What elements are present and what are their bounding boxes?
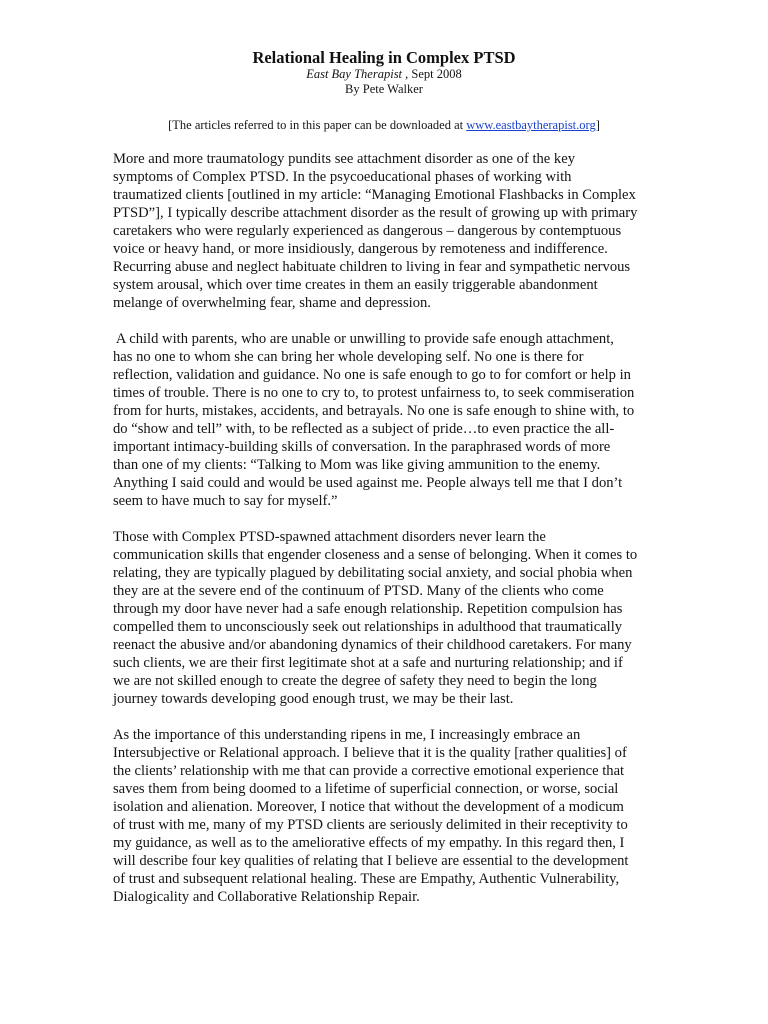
text-line: will describe four key qualities of relating that I believe are essential to the development	[113, 853, 629, 869]
text-line: reenact the abusive and/or abandoning dynamics of their childhood caretakers. For many	[113, 637, 632, 653]
paragraph-1	[113, 150, 673, 312]
publication-date: Sept 2008	[411, 67, 462, 81]
author-byline: By Pete Walker	[345, 82, 423, 96]
text-line: communication skills that engender closeness and a sense of belonging. When it comes to	[113, 547, 638, 563]
text-line: Those with Complex PTSD-spawned attachment disorders never learn the	[113, 529, 546, 545]
text-line: my guidance, as well as to the ameliorative effects of my empathy. In this regard then, I	[113, 835, 625, 851]
text-line: saves them from being doomed to a lifetime of superficial connection, or worse, social	[113, 781, 619, 797]
article-title: Relational Healing in Complex PTSD	[252, 48, 516, 67]
website-link[interactable]: www.eastbaytherapist.org	[466, 118, 596, 132]
download-note-suffix: ]	[595, 118, 600, 132]
text-line: compelled them to unconsciously seek out relationships in adulthood that traumatically	[113, 619, 623, 635]
text-line: relating, they are typically plagued by debilitating social anxiety, and social phobia when	[113, 565, 633, 581]
text-line: reflection, validation and guidance. No one is safe enough to go to for comfort or help in	[113, 367, 631, 383]
publication-name: East Bay Therapist ,	[306, 67, 409, 81]
text-line: A child with parents, who are unable or unwilling to provide safe enough attachment,	[113, 331, 614, 347]
text-line: seem to have much to say for myself.”	[113, 493, 338, 509]
text-line: melange of overwhelming fear, shame and depression.	[113, 295, 431, 311]
text-line: symptoms of Complex PTSD. In the psycoeducational phases of working with	[113, 169, 572, 185]
text-line: isolation and alienation. Moreover, I notice that without the development of a modicum	[113, 799, 624, 815]
text-line: Intersubjective or Relational approach. I believe that it is the quality [rather qualities] of	[113, 745, 627, 761]
article-body	[113, 150, 673, 924]
text-line: Dialogicality and Collaborative Relationship Repair.	[113, 889, 420, 905]
text-line: the clients’ relationship with me that can provide a corrective emotional experience that	[113, 763, 625, 779]
text-line: As the importance of this understanding ripens in me, I increasingly embrace an	[113, 727, 581, 743]
text-line: traumatized clients [outlined in my article: “Managing Emotional Flashbacks in Complex	[113, 187, 636, 203]
text-line: they are at the severe end of the continuum of PTSD. Many of the clients who come	[113, 583, 604, 599]
text-line: More and more traumatology pundits see attachment disorder as one of the key	[113, 151, 575, 167]
text-line: of trust and subsequent relational healing. These are Empathy, Authentic Vulnerability,	[113, 871, 620, 887]
text-line: we are not skilled enough to create the degree of safety they need to begin the long	[113, 673, 597, 689]
text-line: caretakers who were regularly experienced as dangerous – dangerous by contemptuous	[113, 223, 622, 239]
text-line: voice or heavy hand, or more insidiously, dangerous by remoteness and indifference.	[113, 241, 608, 257]
text-line: from for hurts, mistakes, accidents, and betrayals. No one is safe enough to shine with, to	[113, 403, 635, 419]
text-line: PTSD”], I typically describe attachment disorder as the result of growing up with primary	[113, 205, 638, 221]
text-line: Anything I said could and would be used against me. People always tell me that I don’t	[113, 475, 623, 491]
paragraph-4	[113, 726, 673, 906]
text-line: through my door have never had a safe enough relationship. Repetition compulsion has	[113, 601, 623, 617]
text-line: of trust with me, many of my PTSD clients are seriously delimited in their receptivity to	[113, 817, 628, 833]
text-line: than one of my clients: “Talking to Mom was like giving ammunition to the enemy.	[113, 457, 601, 473]
text-line: important intimacy-building skills of conversation. In the paraphrased words of more	[113, 439, 611, 455]
publication-line	[0, 67, 768, 82]
download-note	[0, 117, 768, 133]
text-line: do “show and tell” with, to be reflected as a subject of pride…to even practice the all-	[113, 421, 615, 437]
text-line: times of trouble. There is no one to cry to, to protest unfairness to, to seek commiseration	[113, 385, 635, 401]
text-line: system arousal, which over time creates in them an easily triggerable abandonment	[113, 277, 598, 293]
download-note-prefix: [The articles referred to in this paper can be downloaded at	[168, 118, 467, 132]
text-line: Recurring abuse and neglect habituate children to living in fear and sympathetic nervous	[113, 259, 631, 275]
text-line: such clients, we are their first legitimate shot at a safe and nurturing relationship; and if	[113, 655, 623, 671]
text-line: journey towards developing good enough trust, we may be their last.	[113, 691, 514, 707]
paragraph-2	[113, 330, 673, 510]
paragraph-3	[113, 528, 673, 708]
text-line: has no one to whom she can bring her whole developing self. No one is there for	[113, 349, 584, 365]
